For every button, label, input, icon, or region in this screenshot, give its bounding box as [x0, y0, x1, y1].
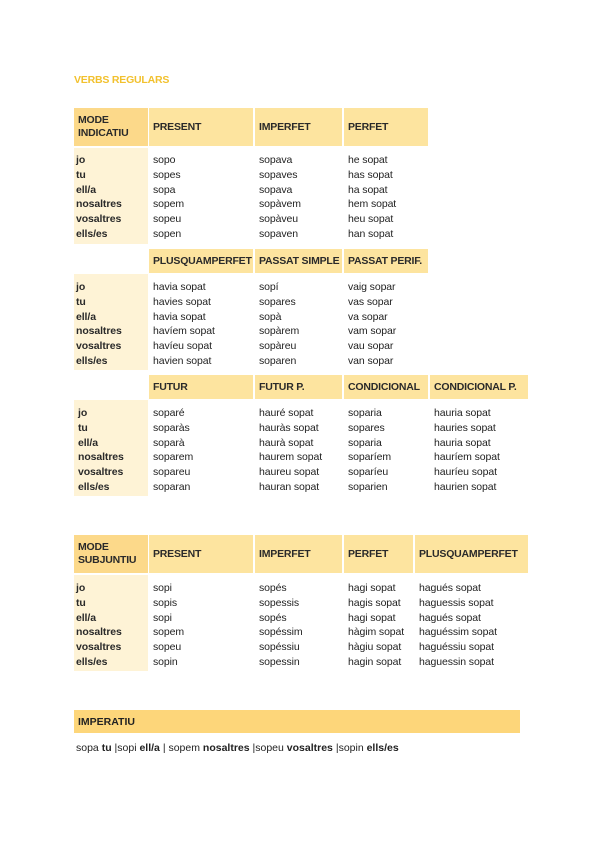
- mode-subjuntiu-label: MODE SUBJUNTIU: [78, 541, 137, 566]
- perfet-forms: [348, 153, 396, 242]
- form: sopessin: [259, 655, 300, 668]
- sub-header-perfet: [344, 535, 413, 573]
- form: sopeu: [153, 641, 182, 654]
- imperatiu-pronoun: tu: [101, 742, 112, 754]
- form: sopava: [259, 183, 293, 196]
- form: soparia: [348, 407, 382, 419]
- pronoun: vosaltres: [76, 213, 122, 226]
- form: sopa: [153, 183, 176, 196]
- form: hauran sopat: [259, 480, 320, 493]
- form: haurem sopat: [259, 451, 323, 464]
- header-condicional-p: [430, 375, 528, 399]
- imperatiu-form: sopa: [76, 742, 99, 754]
- form: havien sopat: [153, 354, 212, 367]
- sub-header-plusquamperfet-label: PLUSQUAMPERFET: [419, 548, 518, 560]
- imperatiu-form: sopem: [168, 742, 200, 754]
- imperatiu-pronoun: ells/es: [366, 742, 399, 754]
- form: hagi sopat: [348, 582, 396, 594]
- condicional-forms: [348, 406, 391, 495]
- form: hauràs sopat: [259, 421, 319, 434]
- header-passat-perif: [344, 249, 428, 273]
- pronoun: tu: [76, 295, 86, 308]
- form: sopi: [153, 611, 172, 624]
- form: hagués sopat: [419, 611, 481, 624]
- pronoun: ell/a: [76, 183, 96, 196]
- header-condicional-label: CONDICIONAL: [348, 381, 420, 393]
- pronouns-subjuntiu: [76, 581, 122, 670]
- form: hàgim sopat: [348, 626, 405, 639]
- imperatiu-form: sopin: [338, 742, 364, 754]
- pronoun: nosaltres: [76, 198, 122, 211]
- form: sopares: [259, 295, 296, 308]
- sub-perfet-forms: [348, 581, 404, 670]
- imperatiu-pronoun: ell/a: [139, 742, 160, 754]
- pronoun: vosaltres: [76, 641, 122, 654]
- form: vas sopar: [348, 295, 393, 308]
- imperfet-forms: [259, 153, 301, 242]
- form: haguéssiu sopat: [419, 641, 494, 654]
- form: sopin: [153, 655, 178, 668]
- sub-plusquamperfet-forms: [419, 581, 497, 670]
- pronoun: tu: [76, 596, 86, 609]
- form: hauré sopat: [259, 407, 314, 419]
- form: soparem: [153, 451, 194, 464]
- plusquamperfet-forms: [153, 280, 215, 369]
- header-present-label: PRESENT: [153, 121, 202, 133]
- pronoun: jo: [76, 281, 86, 293]
- form: hàgiu sopat: [348, 641, 402, 654]
- header-passat-simple-label: PASSAT SIMPLE: [259, 255, 340, 267]
- form: haureu sopat: [259, 466, 320, 479]
- form: hauríem sopat: [434, 451, 500, 464]
- sub-header-plusquamperfet: [415, 535, 528, 573]
- form: hauries sopat: [434, 421, 496, 434]
- pronoun: ells/es: [76, 354, 108, 367]
- pronoun: nosaltres: [76, 325, 122, 338]
- sub-imperfet-forms: [259, 581, 303, 670]
- header-condicional: [344, 375, 428, 399]
- form: hauria sopat: [434, 407, 491, 419]
- pronoun: ell/a: [76, 310, 96, 323]
- form: he sopat: [348, 154, 388, 166]
- pronoun: tu: [76, 168, 86, 181]
- passat-perif-forms: [348, 280, 396, 369]
- form: sopis: [153, 596, 178, 609]
- header-imperfet: [255, 108, 342, 146]
- pronoun: vosaltres: [78, 466, 124, 479]
- sub-header-imperfet: [255, 535, 342, 573]
- form: sopàvem: [259, 198, 301, 211]
- header-plusquamperfet: [149, 249, 253, 273]
- mode-indicatiu-header: [74, 108, 148, 146]
- pronoun: vosaltres: [76, 340, 122, 353]
- form: havia sopat: [153, 310, 206, 323]
- header-imperfet-label: IMPERFET: [259, 121, 311, 133]
- futur-p-forms: [259, 406, 322, 495]
- form: soparíem: [348, 451, 391, 464]
- imperatiu-form: sopeu: [255, 742, 284, 754]
- form: sopaves: [259, 168, 298, 181]
- pronouns-block-2: [76, 280, 122, 369]
- form: soparà: [153, 436, 185, 449]
- form: hagués sopat: [419, 582, 481, 594]
- form: sopem: [153, 198, 185, 211]
- imperatiu-form: sopi: [117, 742, 137, 754]
- header-condicional-p-label: CONDICIONAL P.: [434, 381, 517, 393]
- pronoun: jo: [76, 582, 86, 594]
- imperatiu-header: [74, 710, 520, 733]
- sub-present-forms: [153, 581, 184, 670]
- form: sopàveu: [259, 213, 298, 226]
- form: haguéssim sopat: [419, 626, 497, 639]
- form: soparàs: [153, 421, 190, 434]
- form: sopaven: [259, 227, 298, 240]
- form: va sopar: [348, 310, 388, 323]
- pronoun: ells/es: [76, 227, 108, 240]
- form: havia sopat: [153, 281, 206, 293]
- form: sopava: [259, 154, 293, 166]
- header-futur-label: FUTUR: [153, 381, 188, 393]
- pronoun: jo: [76, 154, 86, 166]
- imperatiu-pronoun: nosaltres: [202, 742, 250, 754]
- form: hagi sopat: [348, 611, 396, 624]
- header-passat-simple: [255, 249, 342, 273]
- form: van sopar: [348, 354, 394, 367]
- form: sopés: [259, 582, 287, 594]
- form: soparia: [348, 436, 382, 449]
- mode-subjuntiu-header: [74, 535, 148, 573]
- form: havíeu sopat: [153, 340, 212, 353]
- pronoun: nosaltres: [78, 451, 124, 464]
- form: soparien: [348, 480, 388, 493]
- pronoun: ells/es: [76, 655, 108, 668]
- form: soparé: [153, 407, 185, 419]
- form: sopem: [153, 626, 185, 639]
- sub-header-present-label: PRESENT: [153, 548, 202, 560]
- form: sopéssim: [259, 626, 303, 639]
- form: heu sopat: [348, 213, 394, 226]
- form: haguessis sopat: [419, 596, 494, 609]
- form: sopen: [153, 227, 182, 240]
- passat-simple-forms: [259, 280, 299, 369]
- form: sopàreu: [259, 340, 297, 353]
- form: hagin sopat: [348, 655, 402, 668]
- form: hauria sopat: [434, 436, 491, 449]
- header-futur-p: [255, 375, 342, 399]
- imperatiu-pronoun: vosaltres: [286, 742, 333, 754]
- form: hagis sopat: [348, 596, 401, 609]
- form: vam sopar: [348, 325, 397, 338]
- mode-indicatiu-label: MODE INDICATIU: [78, 114, 129, 139]
- pronoun: ells/es: [78, 480, 110, 493]
- form: sopi: [153, 582, 172, 594]
- form: has sopat: [348, 168, 393, 181]
- header-passat-perif-label: PASSAT PERIF.: [348, 255, 423, 267]
- form: sopéssiu: [259, 641, 300, 654]
- form: han sopat: [348, 227, 394, 240]
- form: sopà: [259, 310, 282, 323]
- pronouns-block-3: [78, 406, 124, 495]
- form: sopí: [259, 281, 279, 293]
- form: sopares: [348, 421, 385, 434]
- form: hauríeu sopat: [434, 466, 497, 479]
- form: hem sopat: [348, 198, 397, 211]
- form: haguessin sopat: [419, 655, 494, 668]
- header-futur-p-label: FUTUR P.: [259, 381, 305, 393]
- header-perfet: [344, 108, 428, 146]
- pronouns-block-1: [76, 153, 122, 242]
- form: soparen: [259, 354, 297, 367]
- pronoun: ell/a: [76, 611, 96, 624]
- sub-header-perfet-label: PERFET: [348, 548, 389, 560]
- pronoun: jo: [78, 407, 88, 419]
- form: haurien sopat: [434, 480, 497, 493]
- futur-forms: [153, 406, 193, 495]
- present-forms: [153, 153, 184, 242]
- pronoun: ell/a: [78, 436, 98, 449]
- sub-header-imperfet-label: IMPERFET: [259, 548, 311, 560]
- form: havíem sopat: [153, 325, 215, 338]
- form: sopes: [153, 168, 181, 181]
- form: soparan: [153, 480, 191, 493]
- form: sopàrem: [259, 325, 300, 338]
- form: vau sopar: [348, 340, 394, 353]
- form: sopareu: [153, 466, 191, 479]
- pronoun: nosaltres: [76, 626, 122, 639]
- imperatiu-forms: sopa tu |sopi ell/a | sopem nosaltres |sopeu vosaltres |sopin ells/es: [76, 742, 399, 754]
- sub-header-present: [149, 535, 253, 573]
- header-present: [149, 108, 253, 146]
- form: sopés: [259, 611, 287, 624]
- imperatiu-label: IMPERATIU: [78, 715, 135, 728]
- form: ha sopat: [348, 183, 388, 196]
- form: sopo: [153, 154, 176, 166]
- page-title: VERBS REGULARS: [74, 74, 170, 86]
- condicional-p-forms: [434, 406, 500, 495]
- pronoun: tu: [78, 421, 88, 434]
- header-plusquamperfet-label: PLUSQUAMPERFET: [153, 255, 252, 267]
- form: haurà sopat: [259, 436, 314, 449]
- header-perfet-label: PERFET: [348, 121, 389, 133]
- form: soparíeu: [348, 466, 389, 479]
- form: sopessis: [259, 596, 300, 609]
- header-futur: [149, 375, 253, 399]
- form: sopeu: [153, 213, 182, 226]
- form: havies sopat: [153, 295, 211, 308]
- form: vaig sopar: [348, 281, 396, 293]
